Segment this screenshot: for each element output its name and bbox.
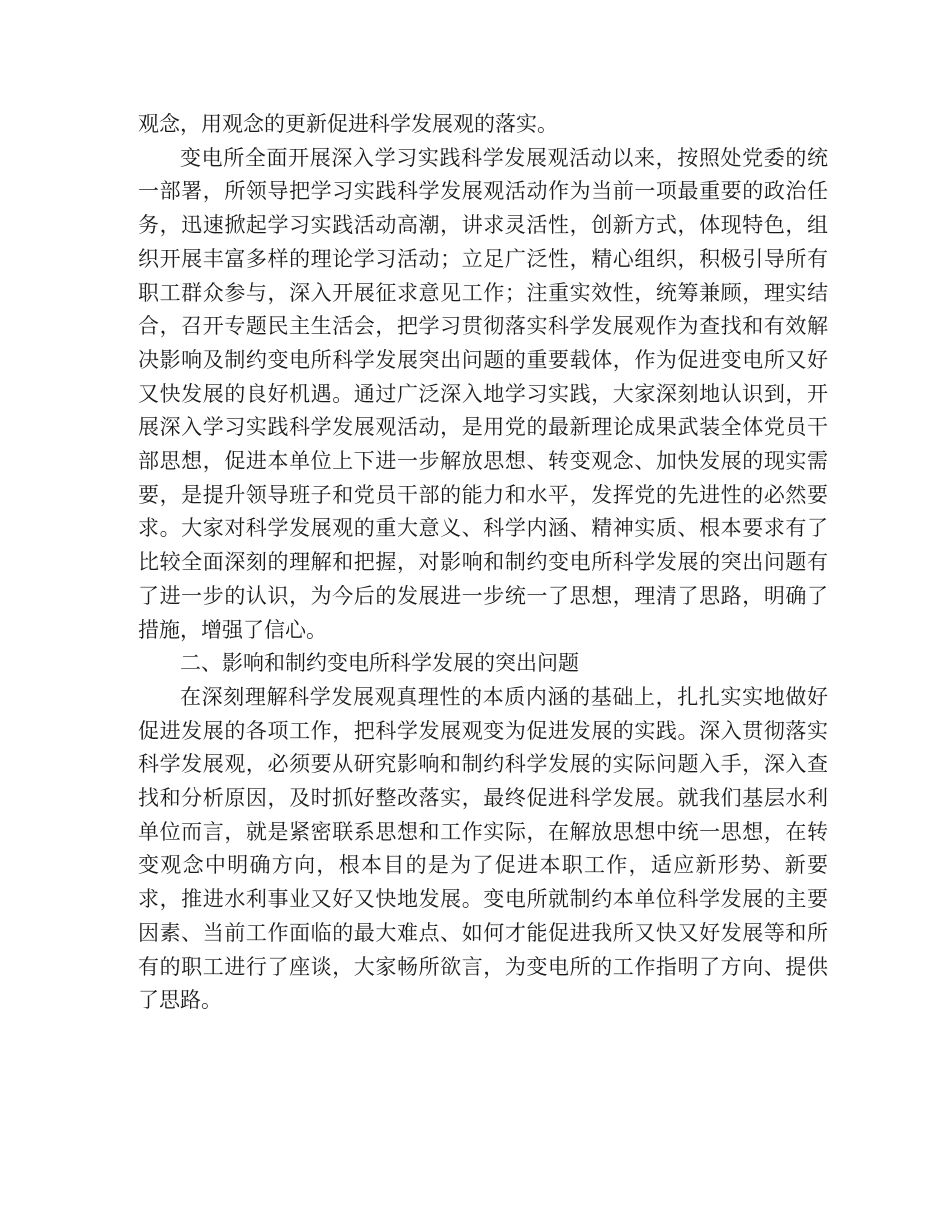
section-heading: 二、影响和制约变电所科学发展的突出问题	[180, 651, 579, 676]
paragraph-study-practice: 变电所全面开展深入学习实践科学发展观活动以来，按照处党委的统一部署，所领导把学习实践科学发展观活动作为当前一项最重要的政治任务，迅速掀起学习实践活动高潮，讲求灵活性，创新方式，体现特色，组织开展丰富多样的理论学习活动；立足广泛性，精心组织，积极引导所有职工群众参与，深入开展征求意见工作；注重实效性，统筹兼顾，理实结合，召开专题民主生活会，把学习贯彻落实科学发展观作为查找和有效解决影响及制约变电所科学发展突出问题的重要载体，作为促进变电所又好又快发展的良好机遇。通过广泛深入地学习实践，大家深刻地认识到，开展深入学习实践科学发展观活动，是用党的最新理论成果武装全体党员干部思想，促进本单位上下进一步解放思想、转变观念、加快发展的现实需要，是提升领导班子和党员干部的能力和水平，发挥党的先进性的必然要求。大家对科学发展观的重大意义、科学内涵、精神实质、根本要求有了比较全面深刻的理解和把握，对影响和制约变电所科学发展的突出问题有了进一步的认识，为今后的发展进一步统一了思想，理清了思路，明确了措施，增强了信心。	[138, 145, 828, 642]
document-body	[138, 108, 828, 1018]
paragraph-continuation: 观念，用观念的更新促进科学发展观的落实。	[138, 112, 558, 136]
paragraph-problems: 在深刻理解科学发展观真理性的本质内涵的基础上，扎扎实实地做好促进发展的各项工作，把科学发展观变为促进发展的实践。深入贯彻落实科学发展观，必须要从研究影响和制约科学发展的实际问题入手，深入查找和分析原因，及时抓好整改落实，最终促进科学发展。就我们基层水利单位而言，就是紧密联系思想和工作实际，在解放思想中统一思想，在转变观念中明确方向，根本目的是为了促进本职工作，适应新形势、新要求，推进水利事业又好又快地发展。变电所就制约本单位科学发展的主要因素、当前工作面临的最大难点、如何才能促进我所又快又好发展等和所有的职工进行了座谈，大家畅所欲言，为变电所的工作指明了方向、提供了思路。	[138, 684, 828, 1013]
